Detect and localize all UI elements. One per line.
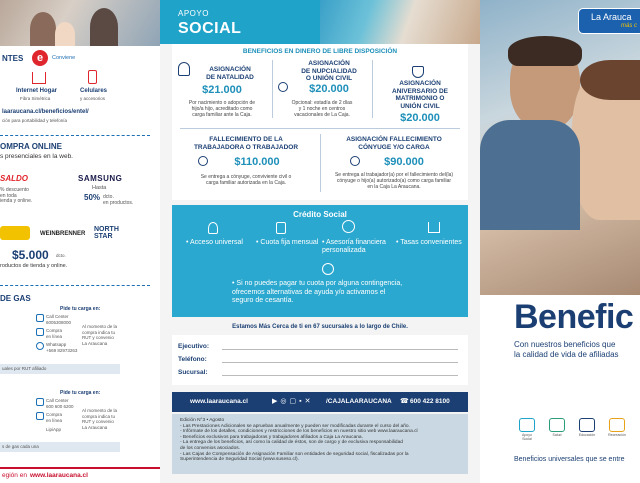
gas-b1-web: Compra en línea [46,328,63,339]
left-panel [0,0,160,483]
notes-box [172,414,468,474]
call-center-icon [36,314,44,322]
credit-item-2: • Cuota fija mensual [256,239,319,246]
gas-b1-note: Al momento de la compra indica tu RUT y convenio La Araucana [82,324,118,346]
b2-value: $20.000 [309,83,349,95]
gas-rut-2: s de gas cada una [2,444,39,449]
cover-subtitle: Con nuestros beneficios que la calidad de vida de afiliadas [514,340,619,359]
b3-title: ASIGNACIÓN ANIVERSARIO DE MATRIMONIO O UNIÓN CIVIL [392,80,448,110]
cart-icon [36,412,44,420]
cover-photo [480,0,640,295]
form-telefono-line[interactable] [222,362,458,363]
compra-sub: s presenciales en la web. [0,153,73,160]
form-telefono-label: Teléfono: [178,356,207,363]
celulares-sub: y accesorios [80,96,106,101]
north-star-logo: NORTH STAR [94,226,119,240]
left-footer-text: egión en [2,472,27,479]
note-line: - La entrega de los beneficios, así como la calidad de éstos, son de cargo y de exclusiva responsabilidad [180,440,403,446]
price-value: $5.000 [12,248,49,262]
icon-salud: Salud [546,418,568,437]
head-big: SOCIAL [178,20,242,37]
social-icons[interactable]: ▶◎▢▪✕ [272,398,314,405]
samsung-pct: 50% [84,193,101,202]
cover-title: Benefic [514,298,634,336]
bank-icon [428,222,440,233]
icon-educacion: Educación [576,418,598,437]
footer-phone[interactable]: 600 422 8100 [410,398,450,405]
phone-icon [88,70,97,84]
internet-title: Internet Hogar [16,88,58,94]
ansaldo-desc: % descuento en toda ienda y online. [0,187,33,204]
b1-desc: Por nacimiento o adopción de hijo/a hijo, acreditado como carga familiar ante la Caja. [188,100,256,118]
ansaldo-logo: SALDO [0,174,28,183]
section-header [160,0,320,44]
gas-block2-title: Pide tu carga en: [60,390,101,396]
note-line: Superintendencia de Seguridad Social (www.suseso.cl). [180,457,299,463]
gas-b2-call: Call Center 600 600 6200 [46,398,74,409]
partners-title: NTES [2,54,24,63]
branches-text: Estamos Más Cerca de ti en 67 sucursales a lo largo de Chile. [232,324,408,330]
b1-value: $21.000 [202,84,242,96]
gas-title: DE GAS [0,294,31,303]
cover-bottom-text: Beneficios universales que se entre [514,456,625,463]
b5-desc: Se entrega al trabajador(a) por el fallecimiento del(la) cónyuge o hijo(a) autorizado(a) como carga familiar en la Caja La Araucana. [334,172,454,190]
clock-icon [322,263,334,275]
divider [0,135,150,136]
credit-item-1: • Acceso universal [186,239,243,246]
footer-social[interactable]: /CAJALAARAUCANA [326,398,392,405]
credit-item-4: • Tasas convenientes [396,239,462,246]
price-sub: dcto. [56,253,66,258]
note-line: - Beneficios exclusivos para trabajadoras y trabajadores afiliados a Caja La Araucana. [180,434,363,440]
calendar-icon [276,222,286,234]
hands-photo [320,0,480,44]
gas-rut-1: uales por RUT afiliado [2,366,47,371]
b1-title: ASIGNACIÓN DE NATALIDAD [206,66,254,81]
right-panel [480,0,640,483]
samsung-desc-1: Hasta [92,185,107,191]
gas-b1-call: Call Center 6005308000 [46,314,72,325]
call-center-icon [36,398,44,406]
divider [0,285,150,286]
b4-desc: Se entrega a cónyuge, conviviente civil o carga familiar autorizada en la Caja. [200,174,292,186]
middle-panel [160,0,480,483]
credit-note: • Si no puedes pagar tu cuota por alguna contingencia, ofrecemos alternativas de ayuda y/o activamos el seguro de cesantía. [232,280,403,304]
brand-tag [578,8,640,34]
form-sucursal-label: Sucursal: [178,369,208,376]
salud-icon [549,418,565,432]
gas-b2-web: Compra en línea [46,412,63,423]
left-footer-url[interactable]: www.laaraucana.cl [30,472,88,479]
whatsapp-icon [36,342,44,350]
weinbrenner-logo: WEINBRENNER [40,231,86,237]
icon-apoyo-social: Apoyo Social [516,418,538,441]
benefits-title: BENEFICIOS EN DINERO DE LIBRE DISPOSICIÓN [242,48,398,55]
family-photo [0,0,160,46]
contact-form [172,335,468,385]
celulares-title: Celulares [80,88,108,94]
educacion-icon [579,418,595,432]
toast-icon [412,66,424,78]
b5-title: ASIGNACIÓN FALLECIMIENTO CÓNYUGE Y/O CARGA [346,136,442,151]
internet-sub: Fibra Simétrica [20,96,51,101]
house-icon [32,72,46,84]
hand-icon [208,222,218,234]
b2-title: ASIGNACIÓN DE NUPCIALIDAD O UNIÓN CIVIL [301,60,357,82]
gas-b1-whatsapp: Whatsapp +569 82973263 [46,342,78,353]
gas-b2-app: LipiApp [46,427,62,432]
brand-logo-icon [0,226,30,240]
entel-url[interactable]: laaraucana.cl/beneficios/entel/ [2,109,89,115]
note-line: - Infórmate de los detalles, condiciones y restricciones de los beneficios en nuestro sitio web www.laaraucana.cl [180,429,418,435]
b3-value: $20.000 [400,112,440,124]
compra-title: OMPRA ONLINE [0,142,62,151]
b5-value: $90.000 [384,156,424,168]
b2-desc: Opcional: estadía de 2 días y 1 noche en centros vacacionales de La Caja. [291,100,353,118]
notes-header: Edición N°3 • Agosto [180,418,225,423]
b4-value: $110.000 [234,156,280,168]
footer-url[interactable]: www.laaraucana.cl [190,398,248,405]
note-line: - Las Cajas de Compensación de Asignación Familiar son entidades de seguridad social, fiscalizadas por la [180,451,409,457]
form-ejecutivo-label: Ejecutivo: [178,343,210,350]
note-line: - Las Prestaciones Adicionales se aprueban anualmente y pueden ser modificadas durante el curso del año. [180,423,410,429]
gas-b2-note: Al momento de la compra indica tu RUT y convenio La Araucana [82,408,118,430]
credit-box [172,205,468,317]
phone-icon: ☎ [400,398,409,405]
shirt [480,120,580,230]
conviene-label: Conviene [52,55,76,61]
form-sucursal-line[interactable] [222,375,458,376]
credit-title: Crédito Social [293,210,347,219]
apoyo-social-icon [519,418,535,432]
search-icon [342,220,355,233]
recreacion-icon [609,418,625,432]
credit-item-3: • Asesoría financiera personalizada [322,239,386,254]
brand-name: La Arauca [591,12,632,22]
mid-footer [172,392,468,412]
brand-slogan: más c [621,23,638,29]
samsung-logo: SAMSUNG [78,174,123,183]
gas-block1-title: Pide tu carga en: [60,306,101,312]
benefits-box [172,44,468,200]
note-line: de los convenios asociados. [180,445,240,451]
left-footer [0,467,160,483]
form-ejecutivo-line[interactable] [222,349,458,350]
icon-recreacion: Recreación [606,418,628,437]
cart-icon [36,328,44,336]
head-small: APOYO [178,9,209,18]
entel-logo-icon: e [32,50,48,66]
price-desc: roductos de tienda y online. [0,263,68,269]
b4-title: FALLECIMIENTO DE LA TRABAJADORA O TRABAJADOR [193,136,299,151]
samsung-desc-2: dcto. en productos. [103,194,134,206]
entel-note: ción para portabilidad y telefonía [2,118,68,123]
